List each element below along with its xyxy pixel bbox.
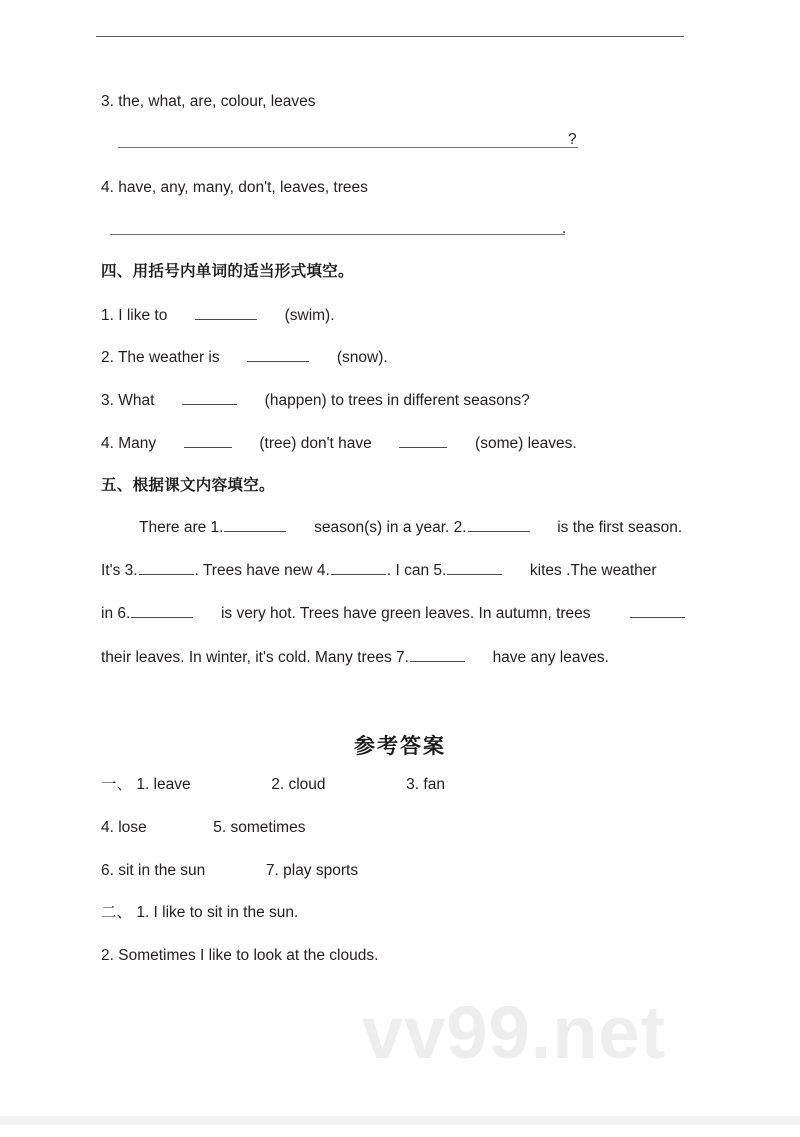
rearrange-item-3-words: 3. the, what, are, colour, leaves [101,93,316,110]
rearrange-item-3-endmark: ? [568,131,577,148]
line-1-part-3: is the first season. [557,519,683,536]
answer-1-1: 1. leave [136,776,191,793]
question-4-blank-b[interactable] [399,434,447,448]
cloze-blank-3[interactable] [139,561,194,575]
question-3-suffix: (happen) to trees in different seasons? [264,392,530,409]
line-3-part-2: is very hot. Trees have green leaves. In autumn, trees [220,605,591,622]
section-four-question-4 [101,434,577,454]
question-4-middle: (tree) don't have [259,435,372,452]
question-2-prefix: 2. The weather is [101,349,220,366]
site-watermark: vv99.net [362,991,667,1074]
question-2-suffix: (snow). [336,349,388,366]
answer-1-6: 6. sit in the sun [101,862,206,879]
question-1-suffix: (swim). [284,307,335,324]
line-1-part-1: There are 1. [139,519,224,536]
answer-group-1-row-3 [101,861,358,881]
section-four-question-3 [101,391,530,411]
answer-group-2-label: 二、 [101,904,133,921]
answer-1-4: 4. lose [101,819,147,836]
question-4-prefix: 4. Many [101,435,157,452]
rearrange-item-3-answer-line[interactable] [118,147,578,148]
question-2-blank[interactable] [247,348,309,362]
section-five-line-1 [101,518,682,538]
answer-1-3: 3. fan [406,776,445,793]
line-2-part-3: . I can 5. [386,562,447,579]
line-4-part-1: their leaves. In winter, it's cold. Many trees 7. [101,649,409,666]
answer-group-2-row-1 [101,903,298,923]
answer-1-2: 2. cloud [271,776,326,793]
answer-group-2-row-2 [101,946,378,966]
rearrange-item-4-endmark: . [562,220,567,237]
line-2-part-2: . Trees have new 4. [194,562,330,579]
section-four-question-1 [101,306,335,326]
cloze-blank-7[interactable] [410,648,465,662]
section-four-question-2 [101,348,388,368]
question-3-prefix: 3. What [101,392,155,409]
answer-group-1-row-1 [101,775,445,795]
section-four-heading: 四、用括号内单词的适当形式填空。 [101,263,354,280]
cloze-blank-1[interactable] [224,518,286,532]
top-divider-rule [96,36,684,37]
answer-group-1-label: 一、 [101,776,133,793]
cloze-blank-5[interactable] [447,561,502,575]
section-five-line-2 [101,561,657,581]
question-1-prefix: 1. I like to [101,307,168,324]
line-2-part-1: It's 3. [101,562,138,579]
rearrange-item-4-answer-line[interactable] [110,234,565,235]
section-five-heading: 五、根据课文内容填空。 [101,477,275,494]
cloze-blank-6[interactable] [131,604,193,618]
cloze-blank-4[interactable] [331,561,386,575]
section-five-line-4 [101,648,609,668]
page-bottom-band [0,1116,800,1125]
line-4-part-2: have any leaves. [492,649,609,666]
line-1-part-2: season(s) in a year. 2. [314,519,467,536]
question-4-suffix: (some) leaves. [475,435,577,452]
section-five-line-3 [101,604,686,624]
answer-key-title: 参考答案 [354,735,446,758]
answer-1-7: 7. play sports [265,862,359,879]
cloze-blank-lose[interactable] [630,604,685,618]
answer-2-2: 2. Sometimes I like to look at the clouds. [101,947,379,964]
answer-1-5: 5. sometimes [213,819,306,836]
answer-2-1: 1. I like to sit in the sun. [136,904,299,921]
line-2-part-4: kites .The weather [529,562,657,579]
question-3-blank[interactable] [182,391,237,405]
line-3-part-1: in 6. [101,605,131,622]
question-1-blank[interactable] [195,306,257,320]
question-4-blank-a[interactable] [184,434,232,448]
answer-group-1-row-2 [101,818,305,838]
rearrange-item-4-words: 4. have, any, many, don't, leaves, trees [101,179,368,196]
cloze-blank-2[interactable] [468,518,530,532]
